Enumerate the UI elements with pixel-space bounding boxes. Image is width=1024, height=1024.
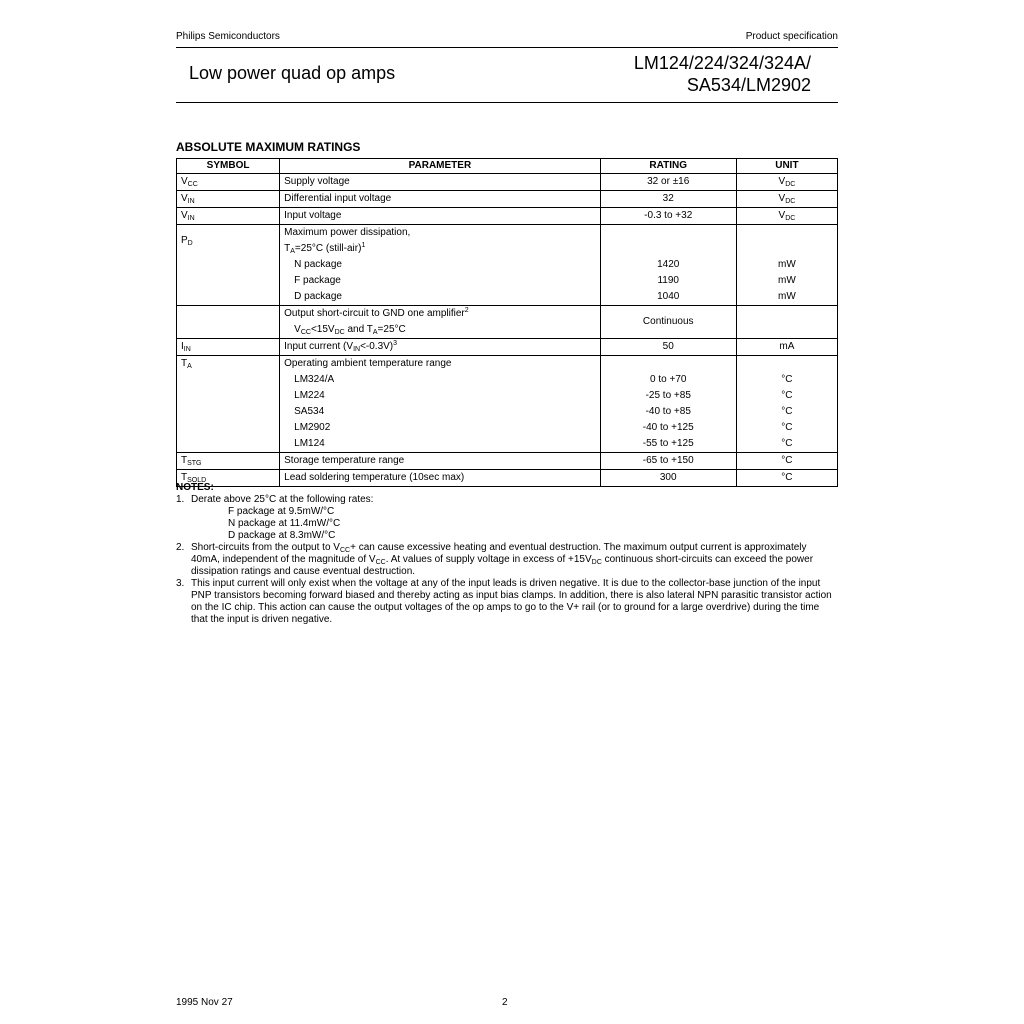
note-3 [176, 578, 838, 626]
pd-param-line2: $T_A=25^\circ C$ (still-air)$^1$ [284, 242, 366, 255]
unit-cell [736, 306, 837, 339]
symbol-cell: $P_D$ [177, 225, 280, 306]
note-number: 1. [176, 494, 185, 505]
parameter-cell [280, 306, 600, 339]
unit-cell [736, 225, 837, 306]
note-number: 3. [176, 578, 185, 589]
header-rule-top [176, 47, 838, 48]
table-row-iin [177, 339, 838, 356]
ta-unit: °C [781, 406, 793, 417]
symbol-cell: $V_{IN}$ [177, 191, 280, 208]
company-name: Philips Semiconductors [176, 31, 280, 42]
rating-cell [600, 356, 736, 453]
parameter-cell: Differential input voltage [280, 191, 600, 208]
rating-cell: 32 or ±16 [600, 174, 736, 191]
pd-unit: mW [778, 275, 796, 286]
ta-rating: -40 to +125 [642, 422, 694, 433]
header-rating: RATING [600, 159, 736, 174]
note-2 [176, 542, 838, 578]
short-param-line2: $V_{CC}<15V_{DC}$ and $T_A=25^\circ C$ [294, 324, 406, 336]
rating-cell: Continuous [600, 306, 736, 339]
header-rule-bottom [176, 102, 838, 103]
table-row-tstg [177, 453, 838, 470]
note-1-text: Derate above 25°C at the following rates: [191, 494, 374, 505]
symbol-cell: $I_{IN}$ [177, 339, 280, 356]
pd-package-label: N package [294, 259, 342, 270]
unit-cell: $V_{DC}$ [736, 208, 837, 225]
part-numbers [634, 52, 811, 96]
symbol-cell: $V_{IN}$ [177, 208, 280, 225]
rating-cell [600, 225, 736, 306]
pd-rating: 1190 [657, 275, 679, 286]
note-1 [176, 494, 838, 542]
ta-param: Operating ambient temperature range [284, 358, 452, 369]
rating-cell: -0.3 to +32 [600, 208, 736, 225]
parameter-cell: Supply voltage [280, 174, 600, 191]
parameter-cell: Input voltage [280, 208, 600, 225]
table-row-short-circuit [177, 306, 838, 339]
ta-device-label: LM2902 [294, 422, 331, 433]
ta-rating: -55 to +125 [642, 438, 694, 449]
unit-cell: $V_{DC}$ [736, 174, 837, 191]
table-row-vcc [177, 174, 838, 191]
header-parameter: PARAMETER [280, 159, 600, 174]
page-number: 2 [502, 997, 508, 1008]
part-numbers-line2: SA534/LM2902 [686, 75, 811, 95]
ta-rating: -25 to +85 [645, 390, 691, 401]
ta-device-label: LM324/A [294, 374, 335, 385]
parameter-cell: Input current $(V_{IN}<-0.3V)^3$ [280, 339, 600, 356]
notes-section [176, 482, 838, 626]
ta-unit: °C [781, 438, 793, 449]
pd-unit: mW [778, 259, 796, 270]
unit-cell: mA [736, 339, 837, 356]
parameter-cell: Storage temperature range [280, 453, 600, 470]
table-row-vin-differential [177, 191, 838, 208]
unit-cell: $V_{DC}$ [736, 191, 837, 208]
rating-cell: 300 [600, 470, 736, 487]
part-numbers-line1: LM124/224/324/324A/ [633, 53, 811, 73]
symbol-cell [177, 306, 280, 339]
short-param-line1: Output short-circuit to GND one amplifier$^2$ [284, 307, 469, 319]
ta-unit: °C [781, 374, 793, 385]
note-number: 2. [176, 542, 185, 553]
unit-cell: °C [736, 453, 837, 470]
notes-heading: NOTES: [176, 482, 214, 493]
rating-cell: -65 to +150 [600, 453, 736, 470]
note-body: This input current will only exist when the voltage at any of the input leads is driven negative. It is due to the collector-base junction of the input PNP transistors becoming forward biased and thereby acting as input bias clamps. In addition, there is also lateral NPN parasitic transistor action on the IC chip. This action can cause the output voltages of the op amps to go to the V+ rail (or to ground for a large overdrive) during the time that the input is driven negative. [191, 578, 832, 625]
pd-package-label: D package [294, 291, 342, 302]
note-1-rate: F package at 9.5mW/°C [228, 506, 335, 517]
rating-cell: 32 [600, 191, 736, 208]
ta-device-label: SA534 [294, 406, 325, 417]
ta-device-label: LM224 [294, 390, 325, 401]
ta-device-label: LM124 [294, 438, 325, 449]
ta-rating: 0 to +70 [650, 374, 687, 385]
symbol-cell: $T_{SOLD}$ [177, 470, 280, 487]
pd-package-label: F package [294, 275, 341, 286]
header-symbol: SYMBOL [177, 159, 280, 174]
header-unit: UNIT [736, 159, 837, 174]
parameter-cell [280, 356, 600, 453]
note-body: Short-circuits from the output to $V_{CC}+$ can cause excessive heating and eventual destruction. The maximum output current is approximately 40mA, independent of the magnitude of $V_{CC}$. At values of supply voltage in excess of $+15V_{DC}$ continuous short-circuits can exceed the power dissipation ratings and cause eventual destruction. [191, 542, 814, 577]
symbol-cell: $V_{CC}$ [177, 174, 280, 191]
unit-cell [736, 356, 837, 453]
table-header-row [177, 159, 838, 174]
pd-unit: mW [778, 291, 796, 302]
rating-cell: 50 [600, 339, 736, 356]
note-body [191, 494, 838, 542]
note-1-rate: N package at 11.4mW/°C [228, 518, 341, 529]
footer-date: 1995 Nov 27 [176, 997, 233, 1008]
parameter-cell [280, 225, 600, 306]
symbol-cell: $T_A$ [177, 356, 280, 453]
pd-param-line1: Maximum power dissipation, [284, 227, 411, 238]
pd-rating: 1040 [657, 291, 680, 302]
ta-unit: °C [781, 422, 793, 433]
note-1-rate: D package at 8.3mW/°C [228, 530, 336, 541]
ta-rating: -40 to +85 [645, 406, 691, 417]
ta-unit: °C [781, 390, 793, 401]
section-title: ABSOLUTE MAXIMUM RATINGS [176, 140, 361, 154]
document-title: Low power quad op amps [189, 63, 396, 83]
table-row-vin [177, 208, 838, 225]
unit-cell: °C [736, 470, 837, 487]
table-row-pd [177, 225, 838, 306]
table-row-ta [177, 356, 838, 453]
pd-rating: 1420 [657, 259, 680, 270]
symbol-cell: $T_{STG}$ [177, 453, 280, 470]
absolute-maximum-ratings-table [176, 158, 838, 487]
document-type: Product specification [745, 31, 838, 42]
parameter-cell: Lead soldering temperature (10sec max) [280, 470, 600, 487]
